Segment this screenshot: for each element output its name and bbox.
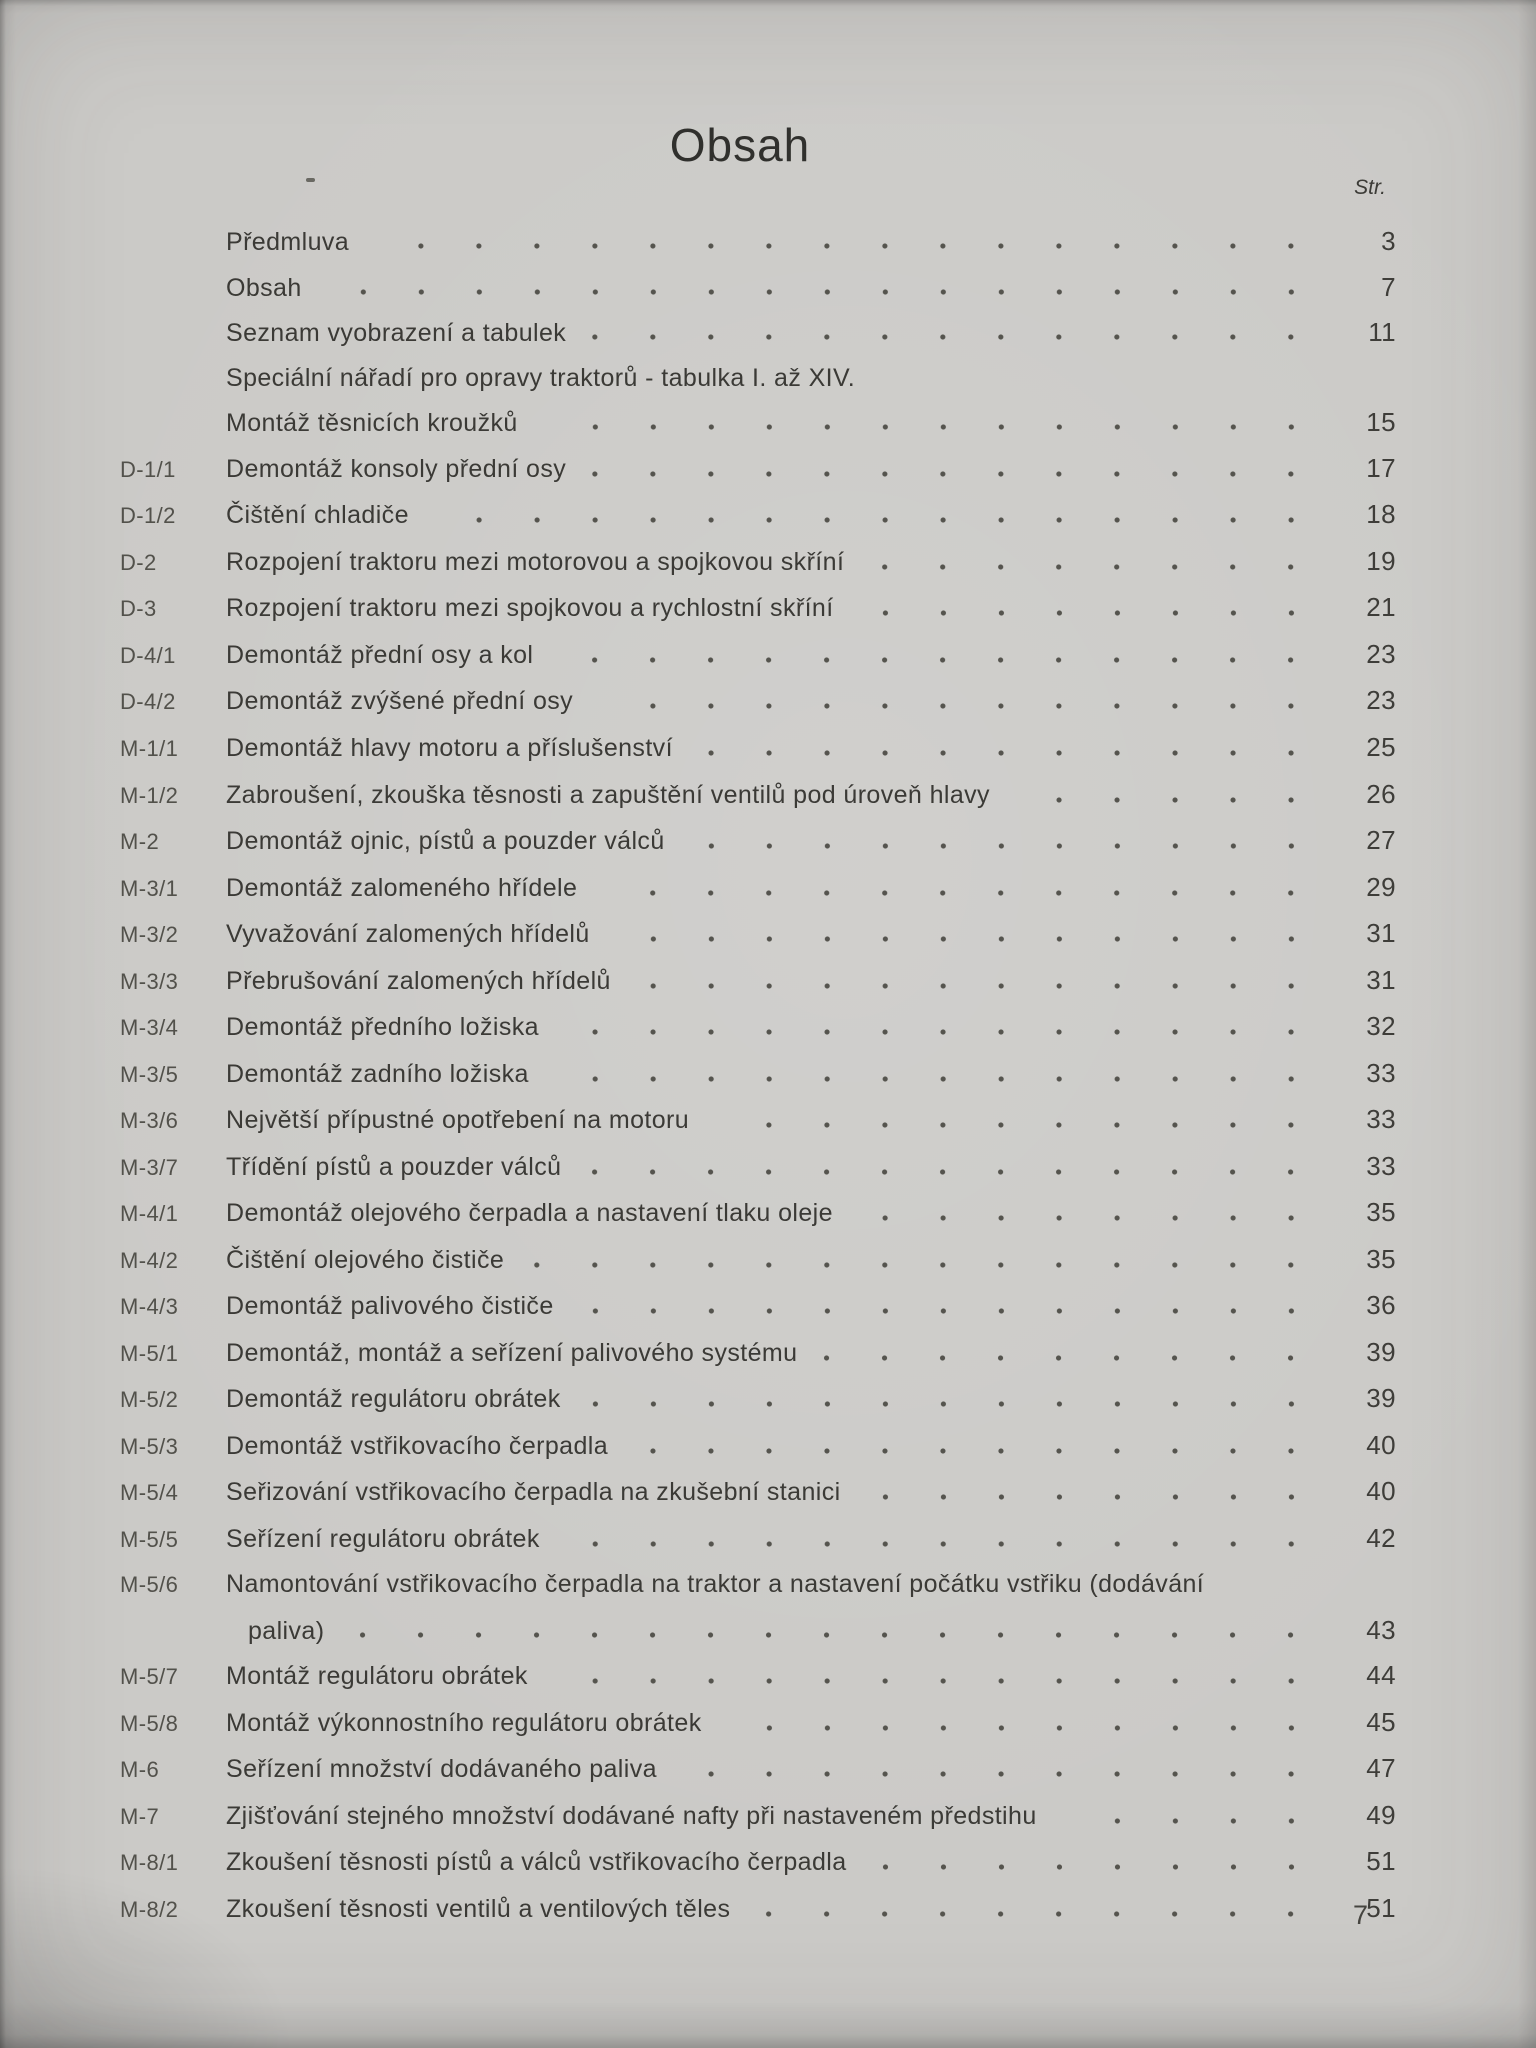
entry-title: Předmluva xyxy=(226,228,350,256)
dot-leader xyxy=(860,606,1320,618)
toc-entry xyxy=(120,1150,1396,1181)
toc-entry xyxy=(120,964,1396,995)
toc-entry xyxy=(120,687,1396,715)
entry-page: 49 xyxy=(1366,1799,1396,1830)
toc-entry xyxy=(120,920,1396,948)
entry-code: D-2 xyxy=(120,549,157,575)
toc-entry xyxy=(120,1057,1396,1088)
entry-code: M-3/3 xyxy=(120,968,179,994)
toc-entry xyxy=(120,1199,1396,1227)
entry-code: M-5/5 xyxy=(120,1526,179,1552)
entry-code: D-3 xyxy=(120,596,157,621)
entry-title: Zkoušení těsnosti ventilů a ventilových těles xyxy=(226,1894,731,1923)
toc-entry xyxy=(120,1522,1396,1553)
dot-leader xyxy=(699,746,1320,758)
dot-leader xyxy=(544,420,1320,432)
entry-title: Přebrušování zalomených hřídelů xyxy=(226,966,611,995)
entry-title: Největší přípustné opotřebení na motoru xyxy=(226,1106,690,1134)
entry-title: paliva) xyxy=(248,1616,325,1645)
dot-leader xyxy=(555,1072,1320,1084)
entry-title: Rozpojení traktoru mezi spojkovou a rychlostní skříní xyxy=(226,594,834,622)
entry-page: 7 xyxy=(1381,271,1396,302)
entry-page: 40 xyxy=(1366,1429,1396,1460)
dot-leader xyxy=(592,330,1320,342)
entry-code: M-3/4 xyxy=(120,1015,179,1040)
entry-code: M-5/6 xyxy=(120,1572,179,1597)
entry-code: M-4/2 xyxy=(120,1247,179,1273)
dot-leader xyxy=(728,1721,1320,1733)
entry-title: Speciální nářadí pro opravy traktorů - tabulka I. až XIV. xyxy=(226,363,856,392)
toc-entry xyxy=(120,778,1396,809)
toc-entry xyxy=(120,734,1396,762)
entry-code: M-6 xyxy=(120,1757,160,1782)
entry-title: Zjišťování stejného množství dodávané nafty při nastaveném předstihu xyxy=(226,1801,1037,1830)
entry-title: Montáž regulátoru obrátek xyxy=(226,1662,528,1690)
entry-title: Zkoušení těsnosti pístů a válců vstřikovacího čerpadla xyxy=(226,1848,847,1876)
dot-leader xyxy=(823,1351,1320,1363)
entry-title: Čištění chladiče xyxy=(226,501,409,529)
entry-title: Demontáž hlavy motoru a příslušenství xyxy=(226,734,673,762)
entry-page: 23 xyxy=(1366,638,1396,669)
entry-code: D-4/1 xyxy=(120,642,176,668)
dot-leader xyxy=(715,1118,1320,1130)
entry-page: 33 xyxy=(1366,1104,1396,1134)
toc-entry xyxy=(120,1336,1396,1367)
dot-leader xyxy=(867,1490,1320,1502)
entry-page: 35 xyxy=(1366,1243,1396,1274)
entry-code: M-3/2 xyxy=(120,922,179,947)
entry-title: Namontování vstřikovacího čerpadla na traktor a nastavení počátku vstřiku (dodávání xyxy=(226,1570,1205,1598)
entry-code: M-5/3 xyxy=(120,1433,179,1459)
toc-entry xyxy=(120,1662,1396,1690)
dot-leader xyxy=(756,1907,1320,1919)
entry-page: 42 xyxy=(1366,1522,1396,1553)
toc-entry xyxy=(120,319,1396,346)
entry-title: Demontáž zadního ložiska xyxy=(226,1059,529,1088)
toc-entry xyxy=(120,827,1396,855)
dot-leader xyxy=(634,1444,1320,1456)
entry-code: M-2 xyxy=(120,829,160,854)
entry-page: 51 xyxy=(1366,1892,1396,1923)
entry-page: 11 xyxy=(1368,317,1396,347)
toc-entry xyxy=(120,545,1396,576)
dot-leader xyxy=(1063,1814,1320,1826)
entry-title: Demontáž ojnic, pístů a pouzder válců xyxy=(226,827,665,855)
entry-title: Demontáž předního ložiska xyxy=(226,1013,539,1041)
dot-leader xyxy=(599,699,1320,711)
entry-code: M-3/7 xyxy=(120,1154,179,1180)
entry-title: Čištění olejového čističe xyxy=(226,1245,505,1274)
toc-entry xyxy=(120,871,1396,902)
entry-code: M-3/1 xyxy=(120,875,179,901)
dot-leader xyxy=(603,886,1320,898)
entry-title: Demontáž konsoly přední osy xyxy=(226,454,567,483)
page-title: Obsah xyxy=(669,119,811,171)
entry-title: Montáž výkonnostního regulátoru obrátek xyxy=(226,1708,702,1737)
entry-page: 19 xyxy=(1366,545,1396,576)
entry-code: M-8/1 xyxy=(120,1850,179,1875)
dot-leader xyxy=(375,239,1320,251)
toc-entry xyxy=(120,365,1396,391)
entry-title: Seřizování vstřikovacího čerpadla na zkušební stanici xyxy=(226,1478,841,1506)
entry-page: 17 xyxy=(1366,452,1396,483)
entry-page: 36 xyxy=(1366,1290,1396,1320)
entry-title: Zabroušení, zkouška těsnosti a zapuštění ventilů pod úroveň hlavy xyxy=(226,780,990,809)
entry-page: 33 xyxy=(1366,1057,1396,1088)
toc-entry xyxy=(120,594,1396,622)
entry-code: M-4/3 xyxy=(120,1294,179,1319)
dot-leader xyxy=(559,653,1320,665)
entry-page: 45 xyxy=(1366,1706,1396,1737)
toc-entry xyxy=(120,1706,1396,1737)
dot-leader xyxy=(616,932,1320,944)
dot-leader xyxy=(580,1304,1320,1316)
toc-entry xyxy=(120,1848,1396,1876)
entry-page: 32 xyxy=(1366,1011,1396,1041)
toc-entry xyxy=(120,1755,1396,1783)
entry-title: Vyvažování zalomených hřídelů xyxy=(226,920,590,948)
toc-entry xyxy=(120,452,1396,483)
entry-title: Demontáž olejového čerpadla a nastavení tlaku oleje xyxy=(226,1199,833,1227)
dot-leader xyxy=(587,1397,1320,1409)
entry-code: M-1/1 xyxy=(120,736,179,761)
entry-page: 29 xyxy=(1366,871,1396,902)
entry-page: 31 xyxy=(1366,964,1396,995)
entry-title: Montáž těsnicích kroužků xyxy=(226,409,518,437)
dot-leader xyxy=(859,1211,1320,1223)
toc-entry xyxy=(120,409,1396,436)
entry-page: 3 xyxy=(1381,226,1396,256)
scan-artifact xyxy=(306,178,315,182)
dot-leader xyxy=(1230,1582,1320,1594)
entry-code: M-5/8 xyxy=(120,1710,179,1736)
entry-code: M-4/1 xyxy=(120,1201,179,1226)
entry-title: Rozpojení traktoru mezi motorovou a spojkovou skříní xyxy=(226,547,845,576)
entry-page: 25 xyxy=(1366,732,1396,762)
entry-code: D-1/2 xyxy=(120,503,176,528)
entry-page: 15 xyxy=(1366,407,1396,437)
entry-page: 35 xyxy=(1366,1197,1396,1227)
entry-title: Třídění pístů a pouzder válců xyxy=(226,1152,562,1181)
dot-leader xyxy=(592,467,1320,479)
toc-entry xyxy=(120,271,1396,302)
entry-page: 23 xyxy=(1366,685,1396,715)
dot-leader xyxy=(691,839,1320,851)
entry-page: 43 xyxy=(1366,1614,1396,1645)
dot-leader xyxy=(435,513,1320,525)
entry-page: 51 xyxy=(1366,1846,1396,1876)
entry-title: Seznam vyobrazení a tabulek xyxy=(226,319,567,347)
entry-title: Obsah xyxy=(226,273,302,302)
entry-page: 40 xyxy=(1366,1476,1396,1506)
toc-entry xyxy=(120,1614,1396,1645)
entry-code: M-5/1 xyxy=(120,1340,179,1366)
entry-code: M-5/2 xyxy=(120,1387,179,1412)
entry-title: Demontáž, montáž a seřízení palivového systému xyxy=(226,1338,798,1367)
toc-entry xyxy=(120,1429,1396,1460)
dot-leader xyxy=(873,1860,1320,1872)
entry-page: 27 xyxy=(1366,825,1396,855)
toc-entry xyxy=(120,228,1396,255)
entry-page: 39 xyxy=(1366,1383,1396,1413)
entry-code: D-1/1 xyxy=(120,456,176,482)
toc-entry xyxy=(120,1292,1396,1320)
toc-entry xyxy=(120,1106,1396,1134)
dot-leader xyxy=(587,1165,1320,1177)
entry-title: Seřízení regulátoru obrátek xyxy=(226,1524,540,1553)
entry-title: Demontáž zalomeného hřídele xyxy=(226,873,578,902)
dot-leader xyxy=(565,1025,1320,1037)
dot-leader xyxy=(566,1537,1320,1549)
entry-code: M-3/5 xyxy=(120,1061,179,1087)
toc-entry xyxy=(120,1385,1396,1413)
dot-leader xyxy=(554,1674,1320,1686)
toc-entry xyxy=(120,638,1396,669)
entry-page: 26 xyxy=(1366,778,1396,809)
entry-page: 21 xyxy=(1366,592,1396,622)
entry-code: M-8/2 xyxy=(120,1896,179,1922)
entry-title: Demontáž zvýšené přední osy xyxy=(226,687,574,715)
entry-title: Demontáž regulátoru obrátek xyxy=(226,1385,561,1413)
entry-title: Seřízení množství dodávaného paliva xyxy=(226,1755,657,1783)
entry-page: 47 xyxy=(1366,1753,1396,1783)
page-column-header: Str. xyxy=(1354,176,1386,199)
toc-entry xyxy=(120,1571,1396,1598)
dot-leader xyxy=(1016,793,1320,805)
toc-entry xyxy=(120,1243,1396,1274)
toc-entry xyxy=(120,1799,1396,1830)
entry-code: M-3/6 xyxy=(120,1108,179,1133)
dot-leader xyxy=(683,1767,1320,1779)
dot-leader xyxy=(870,560,1320,572)
footer-page-number: 7 xyxy=(1352,1900,1368,1930)
dot-leader xyxy=(350,1628,1320,1640)
entry-code: M-5/7 xyxy=(120,1664,179,1689)
entry-page: 33 xyxy=(1366,1150,1396,1181)
toc-entry xyxy=(120,1478,1396,1506)
entry-page: 31 xyxy=(1366,918,1396,948)
entry-code: D-4/2 xyxy=(120,689,176,714)
toc-list xyxy=(120,228,1396,1941)
dot-leader xyxy=(328,285,1320,297)
entry-code: M-5/4 xyxy=(120,1480,179,1505)
toc-entry xyxy=(120,1892,1396,1923)
entry-title: Demontáž palivového čističe xyxy=(226,1292,554,1320)
dot-leader xyxy=(530,1258,1320,1270)
dot-leader xyxy=(881,375,1320,387)
toc-entry xyxy=(120,1013,1396,1041)
entry-page: 44 xyxy=(1366,1660,1396,1690)
entry-page: 39 xyxy=(1366,1336,1396,1367)
entry-title: Demontáž přední osy a kol xyxy=(226,640,534,669)
entry-page: 18 xyxy=(1366,499,1396,529)
toc-entry xyxy=(120,501,1396,529)
entry-code: M-7 xyxy=(120,1803,160,1829)
dot-leader xyxy=(637,979,1320,991)
entry-code: M-1/2 xyxy=(120,782,179,808)
entry-title: Demontáž vstřikovacího čerpadla xyxy=(226,1431,609,1460)
